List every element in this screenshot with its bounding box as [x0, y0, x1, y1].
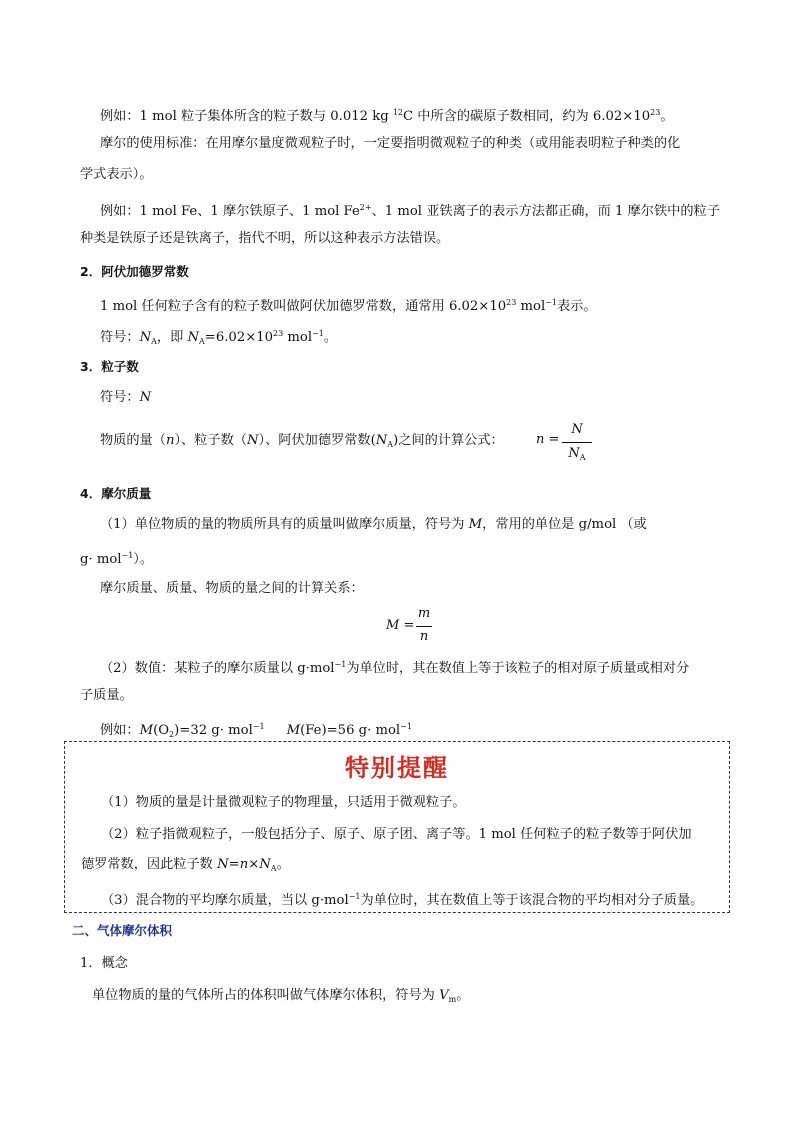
paragraph-mol-usage-line2: 学式表示）。 [80, 167, 153, 182]
heading-particle-number: 3．粒子数 [80, 359, 139, 374]
paragraph-formula-intro: 物质的量（n）、粒子数（N）、阿伏加德罗常数$(N_A)$之间的计算公式： [100, 433, 504, 449]
paragraph-numeric-value-line2: 子质量。 [80, 688, 133, 703]
heading-molar-mass: 4．摩尔质量 [80, 486, 152, 501]
reminder-item-3: （3）混合物的平均摩尔质量，当以 g·mol$^{-1}$为单位时，其在数值上等于该混合物的平均相对分子质量。 [101, 892, 704, 908]
reminder-item-2-line1: （2）粒子指微观粒子，一般包括分子、原子、原子团、离子等。1 mol 任何粒子的粒子数等于阿伏加 [101, 827, 692, 842]
paragraph-relation-intro: 摩尔质量、质量、物质的量之间的计算关系： [100, 581, 364, 596]
paragraph-example-fe-line1: 例如：1 mol Fe、1 摩尔铁原子、1 mol $Fe^{2+}$、1 mol 亚铁离子的表示方法都正确，而 1 摩尔铁中的粒子 [100, 203, 720, 219]
paragraph-numeric-value-line1: （2）数值：某粒子的摩尔质量以 g·mol$^{-1}$为单位时，其在数值上等于该粒子的相对原子质量或相对分 [100, 660, 690, 676]
special-reminder-box [64, 741, 730, 913]
formula-n-equals-n-over-na: n = N $N_A$ [536, 420, 596, 466]
reminder-item-1: （1）物质的量是计量微观粒子的物理量，只适用于微观粒子。 [101, 795, 466, 810]
special-reminder-title: 特别提醒 [345, 754, 449, 782]
heading-avogadro: 2．阿伏加德罗常数 [80, 264, 189, 279]
paragraph-molar-mass-def-line1: （1）单位物质的量的物质所具有的质量叫做摩尔质量，符号为 M，常用的单位是 g/mol （或 [100, 517, 647, 532]
reminder-item-2-line2: 德罗常数，因此粒子数 $N=n\times N_A$。 [81, 857, 290, 873]
paragraph-gas-molar-volume-def: 单位物质的量的气体所占的体积叫做气体摩尔体积，符号为 $V_m$。 [92, 988, 470, 1004]
heading-concept: 1．概念 [80, 956, 128, 971]
fraction-bar [416, 626, 432, 627]
paragraph-particle-symbol: 符号：N [100, 390, 152, 405]
paragraph-avogadro-symbol: 符号：$N_A$，即 $N_A=6.02\times 10^{23}$ mol$^{-1}$。 [100, 329, 338, 346]
paragraph-example-fe-line2: 种类是铁原子还是铁离子，指代不明，所以这种表示方法错误。 [80, 231, 450, 246]
paragraph-avogadro-def: 1 mol 任何粒子含有的粒子数叫做阿伏加德罗常数，通常用 $6.02\times 10^{23}$ mol$^{-1}$表示。 [100, 298, 597, 314]
paragraph-example-mol: 例如：1 mol 粒子集体所含的粒子数与 0.012 kg $^{12}$C 中所含的碳原子数相同，约为 $6.02\times 10^{23}$。 [100, 108, 674, 124]
paragraph-molar-mass-example: 例如：$M(O_2)=32$ g· mol$^{-1}$ M(Fe)=56 g· mol$^{-1}$ [100, 722, 412, 739]
section-heading-gas-molar-volume: 二、气体摩尔体积 [72, 923, 173, 938]
formula-m-equals-m-over-n: M = m n [386, 606, 431, 644]
fraction-bar [562, 442, 592, 443]
paragraph-mol-usage-line1: 摩尔的使用标准：在用摩尔量度微观粒子时，一定要指明微观粒子的种类（或用能表明粒子种类的化 [100, 136, 681, 151]
paragraph-molar-mass-def-line2: g· mol$^{-1}$）。 [80, 551, 154, 567]
